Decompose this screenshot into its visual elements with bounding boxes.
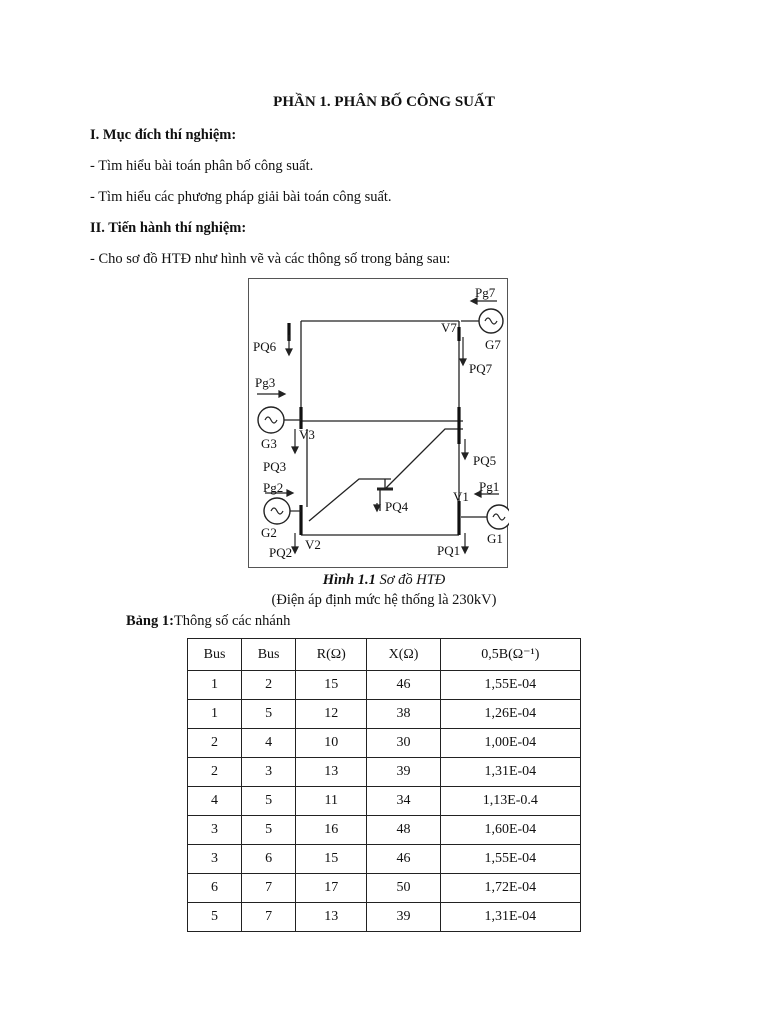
table-row bbox=[188, 671, 581, 700]
table-cell: 7 bbox=[242, 903, 296, 932]
table-cell: 13 bbox=[296, 758, 367, 787]
table-cell: 5 bbox=[188, 903, 242, 932]
table-cell: 1,72E-04 bbox=[440, 874, 580, 903]
table-cell: 1 bbox=[188, 671, 242, 700]
table-cell: 1,55E-04 bbox=[440, 671, 580, 700]
section1-item-1: - Tìm hiểu bài toán phân bố công suất. bbox=[90, 158, 314, 174]
table-cell: 1,26E-04 bbox=[440, 700, 580, 729]
label-pq2: PQ2 bbox=[269, 545, 293, 560]
table-cell: 39 bbox=[367, 903, 440, 932]
table-row bbox=[188, 758, 581, 787]
table-cell: 1,31E-04 bbox=[440, 758, 580, 787]
diagram-svg bbox=[249, 279, 509, 569]
table-cell: 5 bbox=[242, 787, 296, 816]
table-body bbox=[188, 671, 581, 932]
section2-intro: - Cho sơ đồ HTĐ như hình vẽ và các thông số trong bảng sau: bbox=[90, 251, 451, 267]
table-cell: 34 bbox=[367, 787, 440, 816]
table-cell: 39 bbox=[367, 758, 440, 787]
label-v3: V3 bbox=[299, 427, 315, 442]
power-system-diagram bbox=[248, 278, 508, 568]
label-g1: G1 bbox=[487, 531, 503, 546]
table-cell: 17 bbox=[296, 874, 367, 903]
table-cell: 15 bbox=[296, 671, 367, 700]
table-caption-number: Bảng 1: bbox=[126, 613, 174, 629]
label-v2: V2 bbox=[305, 537, 321, 552]
header-cell: R(Ω) bbox=[296, 639, 367, 671]
table-caption bbox=[126, 614, 290, 629]
label-pq7: PQ7 bbox=[469, 361, 493, 376]
table-row bbox=[188, 874, 581, 903]
table-row bbox=[188, 816, 581, 845]
table-cell: 5 bbox=[242, 816, 296, 845]
label-pq4: PQ4 bbox=[385, 499, 409, 514]
figure-caption-sub: (Điện áp định mức hệ thống là 230kV) bbox=[271, 592, 497, 608]
table-cell: 3 bbox=[242, 758, 296, 787]
label-pg3: Pg3 bbox=[255, 375, 276, 390]
table-cell: 4 bbox=[242, 729, 296, 758]
table-row bbox=[188, 700, 581, 729]
label-pg7: Pg7 bbox=[475, 285, 496, 300]
figure-caption-number: Hình 1.1 bbox=[322, 572, 376, 588]
table-cell: 48 bbox=[367, 816, 440, 845]
table-cell: 1,60E-04 bbox=[440, 816, 580, 845]
table-cell: 2 bbox=[242, 671, 296, 700]
table-cell: 46 bbox=[367, 671, 440, 700]
section1-item-2: - Tìm hiểu các phương pháp giải bài toán công suất. bbox=[90, 189, 392, 205]
label-pq6: PQ6 bbox=[253, 339, 277, 354]
header-cell: Bus bbox=[242, 639, 296, 671]
table-cell: 5 bbox=[242, 700, 296, 729]
header-cell: X(Ω) bbox=[367, 639, 440, 671]
table-cell: 50 bbox=[367, 874, 440, 903]
branch-parameters-table bbox=[187, 638, 581, 932]
label-g2: G2 bbox=[261, 525, 277, 540]
header-cell: Bus bbox=[188, 639, 242, 671]
table-cell: 1,55E-04 bbox=[440, 845, 580, 874]
table-cell: 3 bbox=[188, 816, 242, 845]
table-cell: 6 bbox=[188, 874, 242, 903]
table-cell: 1,31E-04 bbox=[440, 903, 580, 932]
table-cell: 46 bbox=[367, 845, 440, 874]
table-cell: 15 bbox=[296, 845, 367, 874]
header-cell: 0,5B(Ω⁻¹) bbox=[440, 639, 580, 671]
section2-heading: II. Tiến hành thí nghiệm: bbox=[90, 220, 247, 236]
table-cell: 3 bbox=[188, 845, 242, 874]
table-row bbox=[188, 903, 581, 932]
table-cell: 13 bbox=[296, 903, 367, 932]
table-header-row bbox=[188, 639, 581, 671]
label-pg1: Pg1 bbox=[479, 479, 500, 494]
line-2-4 bbox=[309, 479, 391, 521]
label-g7: G7 bbox=[485, 337, 501, 352]
table-cell: 1,13E-0.4 bbox=[440, 787, 580, 816]
table-row bbox=[188, 729, 581, 758]
label-g3: G3 bbox=[261, 436, 277, 451]
table-row bbox=[188, 845, 581, 874]
table-caption-text: Thông số các nhánh bbox=[173, 613, 291, 629]
label-v7: V7 bbox=[441, 320, 457, 335]
table-cell: 1,00E-04 bbox=[440, 729, 580, 758]
table-cell: 38 bbox=[367, 700, 440, 729]
table-row bbox=[188, 787, 581, 816]
table-cell: 4 bbox=[188, 787, 242, 816]
label-v1: V1 bbox=[453, 489, 469, 504]
label-pq1: PQ1 bbox=[437, 543, 461, 558]
label-pg2: Pg2 bbox=[263, 480, 284, 495]
table-cell: 30 bbox=[367, 729, 440, 758]
table-cell: 2 bbox=[188, 729, 242, 758]
table-cell: 16 bbox=[296, 816, 367, 845]
g1-icon bbox=[487, 505, 509, 529]
table-cell: 2 bbox=[188, 758, 242, 787]
table-cell: 12 bbox=[296, 700, 367, 729]
table-cell: 11 bbox=[296, 787, 367, 816]
table-cell: 10 bbox=[296, 729, 367, 758]
table-cell: 6 bbox=[242, 845, 296, 874]
section1-heading: I. Mục đích thí nghiệm: bbox=[90, 127, 237, 143]
page-title: PHẦN 1. PHÂN BỐ CÔNG SUẤT bbox=[273, 94, 495, 110]
line-4-5 bbox=[385, 429, 463, 489]
label-pq5: PQ5 bbox=[473, 453, 497, 468]
table-cell: 7 bbox=[242, 874, 296, 903]
figure-caption-text: Sơ đồ HTĐ bbox=[375, 572, 446, 588]
table-cell: 1 bbox=[188, 700, 242, 729]
label-pq3: PQ3 bbox=[263, 459, 287, 474]
figure-caption bbox=[0, 573, 768, 588]
